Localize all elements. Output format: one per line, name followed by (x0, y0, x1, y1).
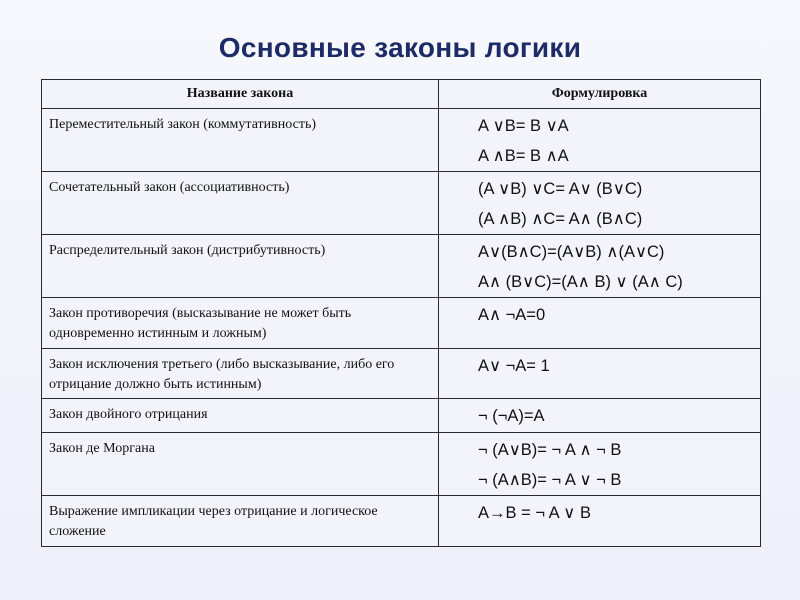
law-formulation (439, 298, 761, 349)
table-row (42, 109, 761, 172)
law-formulation (439, 496, 761, 547)
formula-line: (A ∨B) ∨C= A∨ (B∨C) (478, 180, 643, 198)
table-row (42, 298, 761, 349)
law-formulation (439, 235, 761, 298)
table-row (42, 399, 761, 433)
law-name-distributive: Распределительный закон (дистрибутивность) (42, 235, 439, 298)
table-header-row (42, 80, 761, 109)
law-name-de-morgan: Закон де Моргана (42, 433, 439, 496)
table-row (42, 433, 761, 496)
formula-line: A→B = ¬ A ∨ B (478, 504, 591, 522)
formula-line: ¬ (A∨B)= ¬ A ∧ ¬ B (478, 441, 622, 459)
table-row (42, 172, 761, 235)
law-name-implication: Выражение импликации через отрицание и логическое сложение (42, 496, 439, 547)
header-law-name: Название закона (42, 80, 439, 109)
formula-line: (A ∧B) ∧C= A∧ (B∧C) (478, 210, 643, 228)
formula-line: A ∧B= B ∧A (478, 147, 569, 165)
law-formulation (439, 172, 761, 235)
formula-line: ¬ (A∧B)= ¬ A ∨ ¬ B (478, 471, 622, 489)
formula-line: A ∨B= B ∨A (478, 117, 569, 135)
law-name-commutative: Переместительный закон (коммутативность) (42, 109, 439, 172)
table-row (42, 496, 761, 547)
law-name-associative: Сочетательный закон (ассоциативность) (42, 172, 439, 235)
law-name-contradiction: Закон противоречия (высказывание не может быть одновременно истинным и ложным) (42, 298, 439, 349)
law-name-excluded-middle: Закон исключения третьего (либо высказывание, либо его отрицание должно быть истинным) (42, 349, 439, 399)
formula-line: ¬ (¬A)=A (478, 407, 545, 425)
laws-table (41, 79, 761, 547)
slide-title: Основные законы логики (218, 32, 582, 63)
table-row (42, 349, 761, 399)
law-formulation (439, 109, 761, 172)
law-formulation (439, 349, 761, 399)
formula-line: A∧ (B∨C)=(A∧ B) ∨ (A∧ C) (478, 273, 683, 291)
law-name-double-negation: Закон двойного отрицания (42, 399, 439, 433)
header-formulation: Формулировка (439, 80, 761, 109)
law-formulation (439, 433, 761, 496)
table-row (42, 235, 761, 298)
law-formulation (439, 399, 761, 433)
formula-line: A∨ ¬A= 1 (478, 357, 550, 375)
formula-line: A∨(B∧C)=(A∨B) ∧(A∨C) (478, 243, 665, 261)
formula-line: A∧ ¬A=0 (478, 306, 546, 324)
